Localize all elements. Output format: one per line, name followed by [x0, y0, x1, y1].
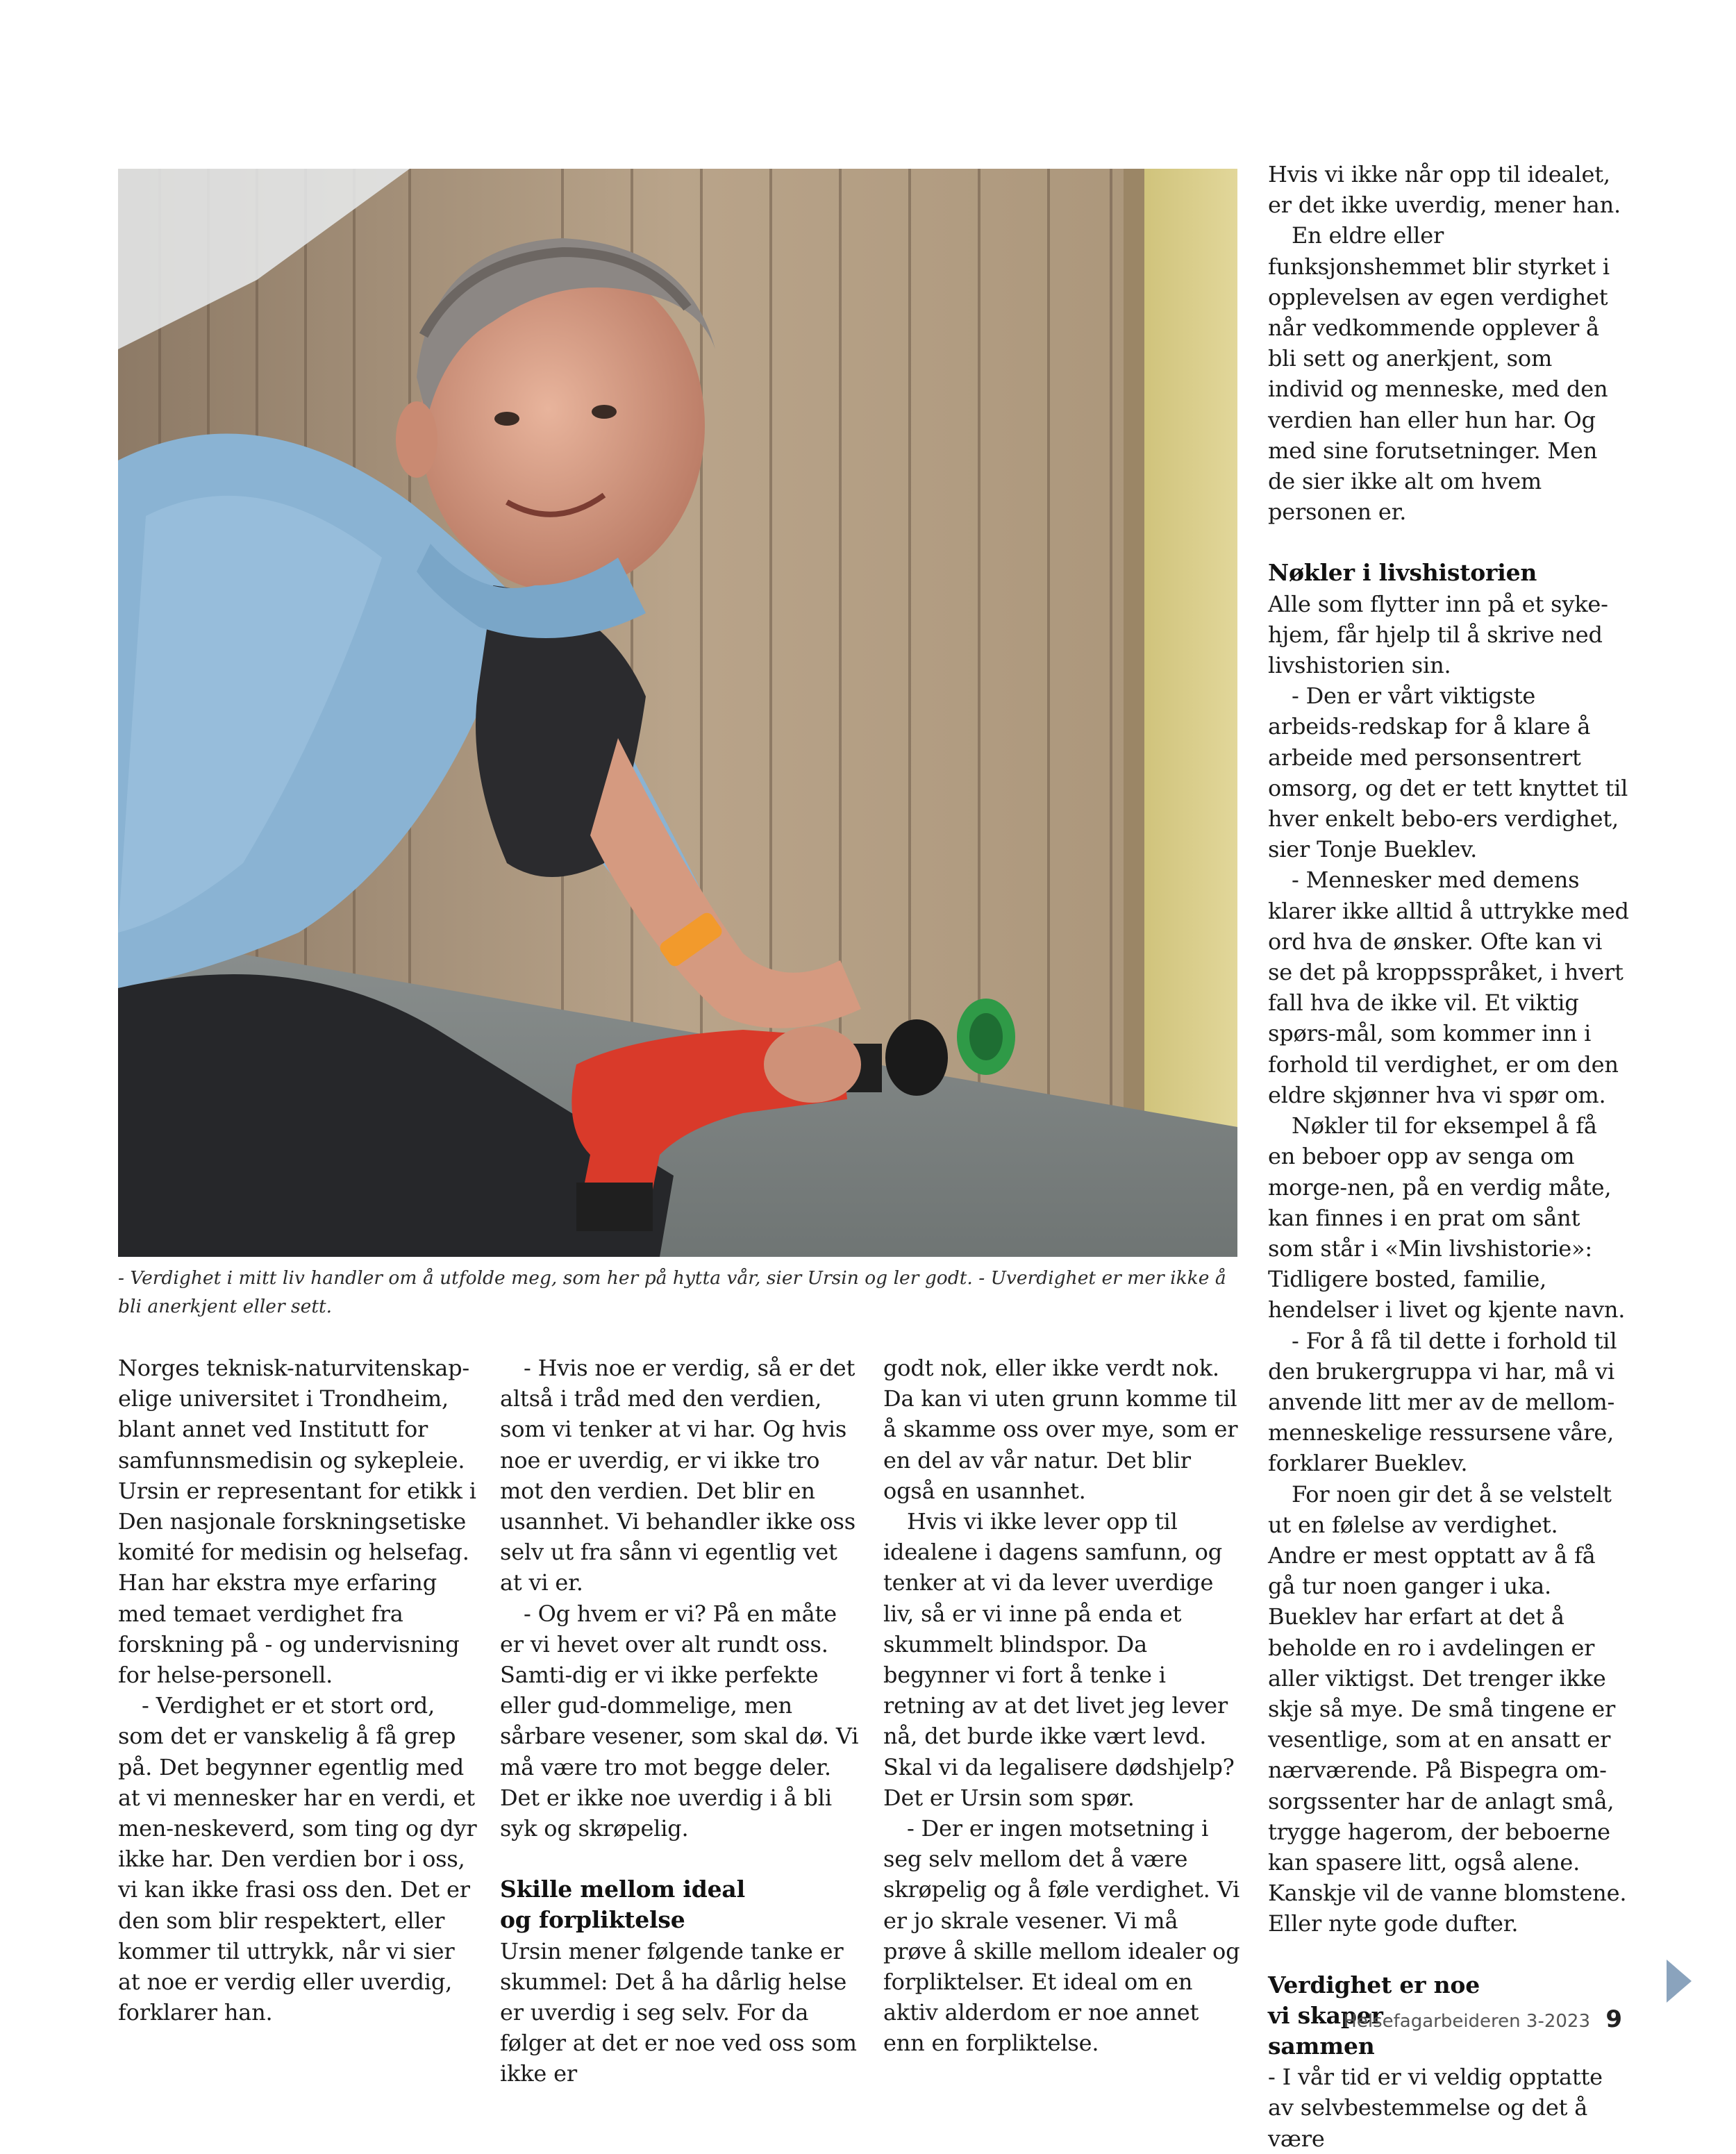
article-column-4 — [1268, 159, 1629, 2154]
article-photo — [118, 169, 1237, 1257]
paragraph: - I vår tid er vi veldig opptatte av selvbestemmelse og det å være — [1268, 2064, 1603, 2152]
page-number: 9 — [1605, 2005, 1622, 2033]
paragraph: - Der er ingen motsetning i seg selv mellom det å være skrøpelig og å føle verdighet. Vi er jo skrale vesener. Vi må prøve å skille mellom idealer og forpliktelser. Et ideal om en aktiv alderdom er noe annet enn en forpliktelse. — [883, 1815, 1240, 2057]
section-heading: Verdighet er noe vi skaper sammen — [1268, 1971, 1480, 2060]
paragraph: Nøkler til for eksempel å få en beboer opp av senga om morge-nen, på en verdig måte, kan finnes i en prat om sånt som står i «Min livshistorie»: Tidligere bosted, familie, hendelser i livet og kjente navn. — [1268, 1112, 1626, 1324]
paragraph: - Verdighet er et stort ord, som det er vanskelig å få grep på. Det begynner egentlig med at vi mennesker har en verdi, et men-neskeverd, som ting og dyr ikke har. Den verdien bor i oss, vi kan ikke frasi oss den. Det er den som blir respektert, eller kommer til uttrykk, når vi sier at noe er verdig eller uverdig, forklarer han. — [118, 1692, 477, 2026]
paragraph: Ursin mener følgende tanke er skummel: Det å ha dårlig helse er uverdig i seg selv. For da følger at det er noe ved oss som ikke er — [500, 1937, 857, 2087]
paragraph: godt nok, eller ikke verdt nok. Da kan vi uten grunn komme til å skamme oss over mye, som er en del av vår natur. Det blir også en usannhet. — [883, 1355, 1238, 1504]
magazine-footer: Helsefagarbeideren 3-2023 — [1343, 2011, 1590, 2032]
paragraph: Norges teknisk-naturvitenskap-elige universitet i Trondheim, blant annet ved Institutt for samfunnsmedisin og sykepleie. Ursin er representant for etikk i Den nasjonale forskningsetiske komité for medisin og helsefag. Han har ekstra mye erfaring med temaet verdighet fra forskning på - og undervisning for helse-personell. — [118, 1355, 476, 1689]
article-column-2 — [500, 1353, 861, 2089]
section-heading: Nøkler i livshistorien — [1268, 559, 1537, 587]
paragraph: - Og hvem er vi? På en måte er vi hevet over alt rundt oss. Samti-dig er vi ikke perfekte eller gud-dommelige, men sårbare vesener, som skal dø. Vi må være tro mot begge deler. Det er ikke noe uverdig i å bli syk og skrøpelig. — [500, 1600, 859, 1842]
article-column-3 — [883, 1353, 1244, 2059]
photo-caption: - Verdighet i mitt liv handler om å utfolde meg, som her på hytta vår, sier Ursin og ler godt. - Uverdighet er mer ikke å bli anerkjent eller sett. — [118, 1267, 1226, 1317]
paragraph: - Den er vårt viktigste arbeids-redskap for å klare å arbeide med personsentrert omsorg, og det er tett knyttet til hver enkelt bebo-ers verdighet, sier Tonje Bueklev. — [1268, 683, 1628, 863]
paragraph: - Mennesker med demens klarer ikke alltid å uttrykke med ord hva de ønsker. Ofte kan vi se det på kroppsspråket, i hvert fall hva de ikke vil. Et viktig spørs-mål, som kommer inn i forhold til verdighet, er om den eldre skjønner hva vi spør om. — [1268, 867, 1629, 1108]
paragraph: En eldre eller funksjonshemmet blir styrket i opplevelsen av egen verdighet når vedkommende opplever å bli sett og anerkjent, som individ og menneske, med den verdien han eller hun har. Og med sine forutsetninger. Men de sier ikke alt om hvem personen er. — [1268, 222, 1610, 526]
paragraph: - Hvis noe er verdig, så er det altså i tråd med den verdien, som vi tenker at vi har. Og hvis noe er uverdig, er vi ikke tro mot den verdien. Det blir en usannhet. Vi behandler ikke oss selv ut fra sånn vi egentlig vet at vi er. — [500, 1355, 856, 1596]
paragraph: Alle som flytter inn på et syke-hjem, får hjelp til å skrive ned livshistorien sin. — [1268, 590, 1608, 679]
paragraph: Hvis vi ikke når opp til idealet, er det ikke uverdig, mener han. — [1268, 161, 1621, 219]
continue-arrow-icon — [1667, 1960, 1692, 2003]
paragraph: For noen gir det å se velstelt ut en følelse av verdighet. Andre er mest opptatt av å få gå tur noen ganger i uka. Bueklev har erfart at det å beholde en ro i avdelingen er aller viktigst. Det trenger ikke skje så mye. De små tingene er vesentlige, som at en ansatt er nærværende. På Bispegra om-sorgssenter har de anlagt små, trygge hagerom, der beboerne kan spasere litt, også alene. Kanskje vil de vanne blomstene. Eller nyte gode dufter. — [1268, 1480, 1627, 1937]
paragraph: Hvis vi ikke lever opp til idealene i dagens samfunn, og tenker at vi da lever uverdige liv, så er vi inne på enda et skummelt blindspor. Da begynner vi fort å tenke i retning av at det livet jeg lever nå, det burde ikke vært levd. Skal vi da legalisere dødshjelp? Det er Ursin som spør. — [883, 1508, 1235, 1811]
article-column-1 — [118, 1353, 479, 2028]
paragraph: - For å få til dette i forhold til den brukergruppa vi har, må vi anvende litt mer av de mellom-menneskelige ressursene våre, forklarer Bueklev. — [1268, 1327, 1617, 1477]
section-heading: Skille mellom ideal og forpliktelse — [500, 1876, 745, 1934]
